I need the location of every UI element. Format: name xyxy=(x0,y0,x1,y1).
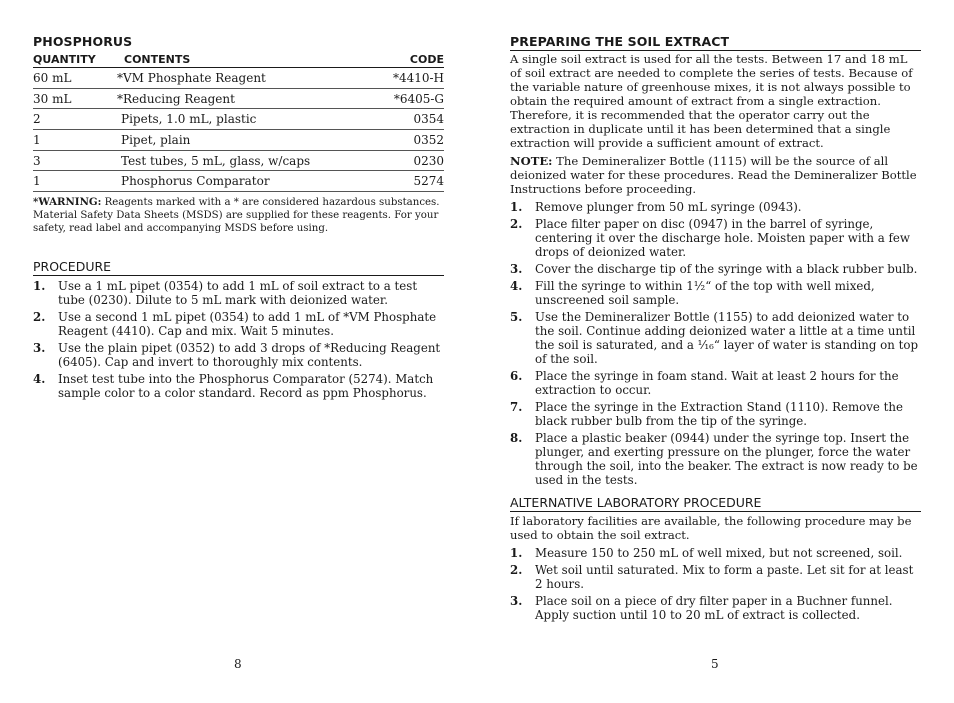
page-number-left: 8 xyxy=(234,657,242,671)
table-row xyxy=(33,130,444,151)
alt-intro-paragraph: If laboratory facilities are available, the following procedure may be used to obtain the soil extract. xyxy=(510,514,912,542)
list-item xyxy=(510,594,921,622)
header-contents: CONTENTS xyxy=(124,53,191,66)
intro-paragraph: A single soil extract is used for all the tests. Between 17 and 18 mL of soil extract are needed to complete the series of tests. Because of the variable nature of greenhouse mixes, it is not always possible to obtain the required amount of extract from a single extraction. Therefore, it is recommended that the operator carry out the extraction in duplicate until it has been determined that a single extraction will provide a sufficient amount of extract. xyxy=(510,52,913,150)
step-text: Use the plain pipet (0352) to add 3 drops of *Reducing Reagent (6405). Cap and invert to thoroughly mix contents. xyxy=(58,341,441,370)
list-item xyxy=(510,200,921,214)
note-label: NOTE: xyxy=(510,154,553,168)
procedure-list xyxy=(33,279,444,400)
list-item xyxy=(510,262,921,276)
list-item xyxy=(510,431,921,487)
list-item xyxy=(510,369,921,397)
cell-code: 0230 xyxy=(413,153,444,168)
alt-procedure-title: ALTERNATIVE LABORATORY PROCEDURE xyxy=(510,495,921,512)
list-item xyxy=(510,279,921,307)
cell-quantity: 1 xyxy=(33,132,41,147)
page-number-right: 5 xyxy=(711,657,719,671)
cell-code: 0352 xyxy=(413,132,444,147)
list-item xyxy=(33,372,444,400)
extract-steps-list xyxy=(510,200,921,487)
step-number: 1. xyxy=(510,546,523,560)
step-text: Cover the discharge tip of the syringe with a black rubber bulb. xyxy=(535,262,918,276)
step-text: Inset test tube into the Phosphorus Comparator (5274). Match sample color to a color standard. Record as ppm Phosphorus. xyxy=(58,372,434,401)
table-row xyxy=(33,89,444,110)
step-text: Fill the syringe to within 1½“ of the top with well mixed, unscreened soil sample. xyxy=(535,279,875,307)
step-number: 3. xyxy=(33,341,46,356)
step-text: Place soil on a piece of dry filter paper in a Buchner funnel. Apply suction until 10 to 20 mL of extract is collected. xyxy=(535,594,893,622)
cell-quantity: 3 xyxy=(33,153,41,168)
step-number: 1. xyxy=(510,200,523,214)
step-text: Measure 150 to 250 mL of well mixed, but not screened, soil. xyxy=(535,546,903,560)
step-number: 3. xyxy=(510,594,523,608)
step-text: Wet soil until saturated. Mix to form a paste. Let sit for at least 2 hours. xyxy=(535,563,914,591)
step-text: Place a plastic beaker (0944) under the syringe top. Insert the plunger, and exerting pressure on the plunger, force the water through the soil, into the beaker. The extract is now ready to be used in the tests. xyxy=(535,431,918,487)
alt-steps-list xyxy=(510,546,921,622)
step-number: 4. xyxy=(510,279,523,293)
step-number: 4. xyxy=(33,372,46,387)
cell-contents: Test tubes, 5 mL, glass, w/caps xyxy=(121,153,311,168)
cell-code: *4410-H xyxy=(392,70,444,85)
cell-contents: Phosphorus Comparator xyxy=(121,174,270,189)
cell-quantity: 2 xyxy=(33,112,41,127)
step-number: 6. xyxy=(510,369,523,383)
note-paragraph xyxy=(510,154,921,196)
step-number: 2. xyxy=(510,563,523,577)
step-number: 2. xyxy=(510,217,523,231)
warning-label: *WARNING: xyxy=(33,196,102,209)
soil-extract-title: PREPARING THE SOIL EXTRACT xyxy=(510,34,921,51)
cell-code: 5274 xyxy=(413,174,444,189)
step-text: Use a 1 mL pipet (0354) to add 1 mL of soil extract to a test tube (0230). Dilute to 5 mL mark with deionized water. xyxy=(58,279,418,308)
cell-quantity: 30 mL xyxy=(33,91,72,106)
warning-note xyxy=(33,196,444,235)
procedure-title: PROCEDURE xyxy=(33,259,444,276)
step-number: 5. xyxy=(510,310,523,324)
step-number: 1. xyxy=(33,279,46,294)
list-item xyxy=(510,546,921,560)
note-text: The Demineralizer Bottle (1115) will be the source of all deionized water for these procedures. Read the Demineralizer Bottle Instructions before proceeding. xyxy=(510,154,917,196)
cell-code: 0354 xyxy=(413,112,444,127)
list-item xyxy=(510,217,921,259)
table-header xyxy=(33,53,444,68)
cell-code: *6405-G xyxy=(393,91,444,106)
step-number: 3. xyxy=(510,262,523,276)
phosphorus-title: PHOSPHORUS xyxy=(33,34,133,49)
list-item xyxy=(510,563,921,591)
list-item xyxy=(510,400,921,428)
step-text: Place the syringe in foam stand. Wait at least 2 hours for the extraction to occur. xyxy=(535,369,899,397)
warning-text: Reagents marked with a * are considered hazardous substances. Material Safety Data Sheets (MSDS) are supplied for these reagents. For your safety, read label and accompanying MSDS before using. xyxy=(33,197,440,235)
cell-contents: *VM Phosphate Reagent xyxy=(117,70,266,85)
header-quantity: QUANTITY xyxy=(33,53,96,66)
step-number: 7. xyxy=(510,400,523,414)
step-text: Remove plunger from 50 mL syringe (0943). xyxy=(535,200,802,214)
right-page xyxy=(510,0,921,622)
cell-quantity: 1 xyxy=(33,174,41,189)
list-item xyxy=(33,310,444,338)
left-page xyxy=(33,0,444,400)
cell-contents: Pipets, 1.0 mL, plastic xyxy=(121,112,257,127)
list-item xyxy=(510,310,921,366)
step-number: 8. xyxy=(510,431,523,445)
step-text: Use a second 1 mL pipet (0354) to add 1 mL of *VM Phosphate Reagent (4410). Cap and mix. Wait 5 minutes. xyxy=(58,310,437,339)
cell-contents: *Reducing Reagent xyxy=(117,91,235,106)
table-row xyxy=(33,109,444,130)
table-row xyxy=(33,68,444,89)
step-text: Place filter paper on disc (0947) in the barrel of syringe, centering it over the discharge hole. Moisten paper with a few drops of deionized water. xyxy=(535,217,910,259)
cell-quantity: 60 mL xyxy=(33,70,72,85)
step-text: Use the Demineralizer Bottle (1155) to add deionized water to the soil. Continue adding deionized water a little at a time until the soil is saturated, and a ¹⁄₁₆“ layer of water is standing on top of the soil. xyxy=(535,310,918,366)
header-code: CODE xyxy=(409,53,444,66)
list-item xyxy=(33,279,444,307)
step-number: 2. xyxy=(33,310,46,325)
step-text: Place the syringe in the Extraction Stand (1110). Remove the black rubber bulb from the tip of the syringe. xyxy=(535,400,903,428)
list-item xyxy=(33,341,444,369)
cell-contents: Pipet, plain xyxy=(121,132,191,147)
table-row xyxy=(33,171,444,192)
table-row xyxy=(33,151,444,172)
